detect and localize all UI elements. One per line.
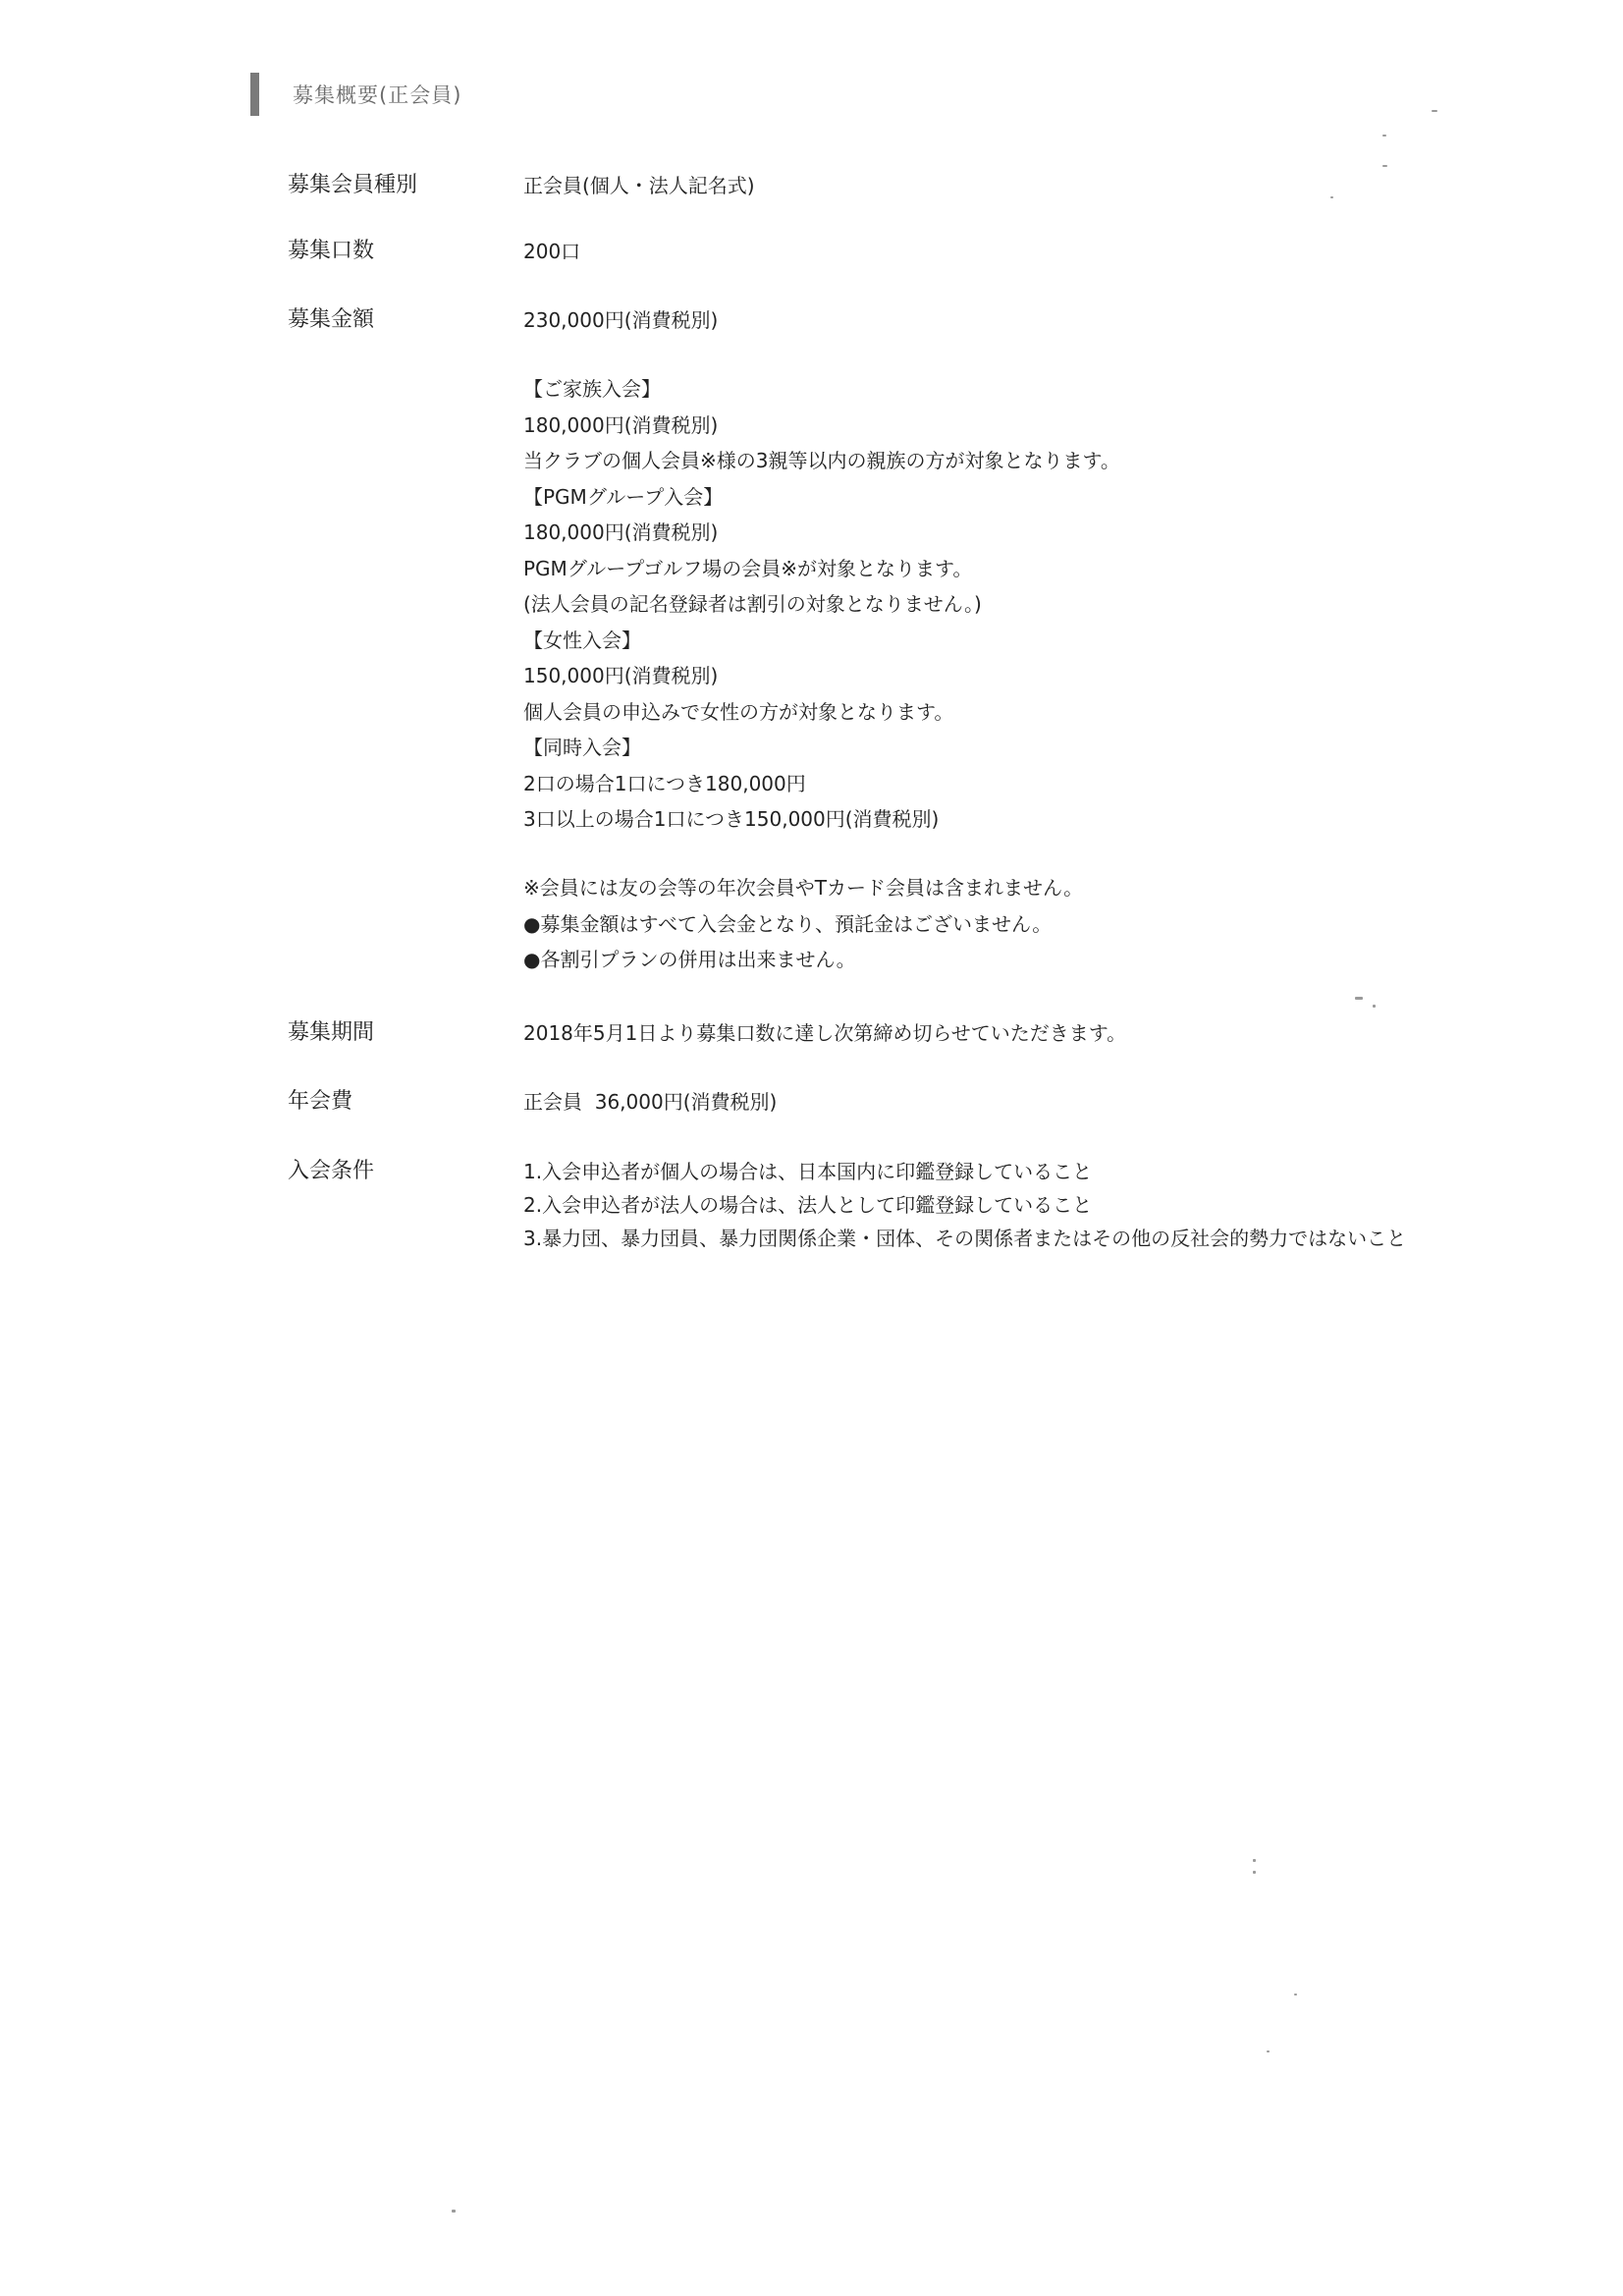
- label-amount: 募集金額: [288, 307, 375, 332]
- section-title: 募集概要(正会員): [293, 83, 462, 107]
- scan-speck: [1373, 1005, 1376, 1008]
- note-line: ●募集金額はすべて入会金となり、預託金はございません。: [523, 911, 1053, 936]
- detail-line: 【同時入会】: [523, 736, 641, 759]
- scan-speck: [1355, 997, 1363, 1000]
- detail-line: 【ご家族入会】: [523, 377, 661, 401]
- value-annual-fee: 正会員 36,000円(消費税別): [523, 1090, 778, 1114]
- note-line: ※会員には友の会等の年次会員やTカード会員は含まれません。: [523, 876, 1084, 900]
- detail-line: PGMグループゴルフ場の会員※が対象となります。: [523, 556, 973, 580]
- amount-notes: [523, 870, 1083, 978]
- label-units: 募集口数: [288, 239, 375, 263]
- section-heading: [250, 73, 461, 116]
- scan-speck: [1267, 2050, 1270, 2052]
- detail-line: 【女性入会】: [523, 628, 641, 652]
- value-member-type: 正会員(個人・法人記名式): [523, 174, 755, 197]
- detail-line: 180,000円(消費税別): [523, 520, 719, 544]
- note-line: ●各割引プランの併用は出来ません。: [523, 948, 856, 971]
- detail-line: (法人会員の記名登録者は割引の対象となりません。): [523, 592, 982, 616]
- scan-speck: [1253, 1859, 1256, 1862]
- scan-speck: [1330, 196, 1333, 198]
- amount-discount-details: [523, 371, 1120, 838]
- detail-line: 150,000円(消費税別): [523, 664, 719, 687]
- conditions-list: [523, 1155, 1406, 1255]
- scan-speck: [1253, 1871, 1256, 1874]
- detail-line: 【PGMグループ入会】: [523, 484, 724, 509]
- scan-speck: [1382, 165, 1387, 167]
- label-period: 募集期間: [288, 1020, 375, 1045]
- value-period: 2018年5月1日より募集口数に達し次第締め切らせていただきます。: [523, 1021, 1127, 1045]
- detail-line: 180,000円(消費税別): [523, 412, 719, 437]
- label-conditions: 入会条件: [288, 1159, 375, 1183]
- scan-speck: [1432, 110, 1437, 112]
- heading-marker-bar: [250, 73, 259, 116]
- label-annual-fee: 年会費: [288, 1089, 353, 1114]
- condition-item: 1.入会申込者が個人の場合は、日本国内に印鑑登録していること: [523, 1160, 1093, 1183]
- detail-line: 2口の場合1口につき180,000円: [523, 771, 806, 795]
- scan-speck: [1294, 1994, 1297, 1995]
- detail-line: 当クラブの個人会員※様の3親等以内の親族の方が対象となります。: [523, 449, 1120, 472]
- detail-line: 個人会員の申込みで女性の方が対象となります。: [523, 699, 954, 724]
- label-member-type: 募集会員種別: [288, 173, 418, 197]
- condition-item: 2.入会申込者が法人の場合は、法人として印鑑登録していること: [523, 1193, 1093, 1217]
- condition-item: 3.暴力団、暴力団員、暴力団関係企業・団体、その関係者またはその他の反社会的勢力ではないこと: [523, 1227, 1407, 1250]
- detail-line: 3口以上の場合1口につき150,000円(消費税別): [523, 807, 940, 831]
- value-amount: 230,000円(消費税別): [523, 308, 719, 332]
- value-units: 200口: [523, 240, 581, 263]
- scan-speck: [452, 2210, 456, 2213]
- scan-speck: [1382, 135, 1386, 137]
